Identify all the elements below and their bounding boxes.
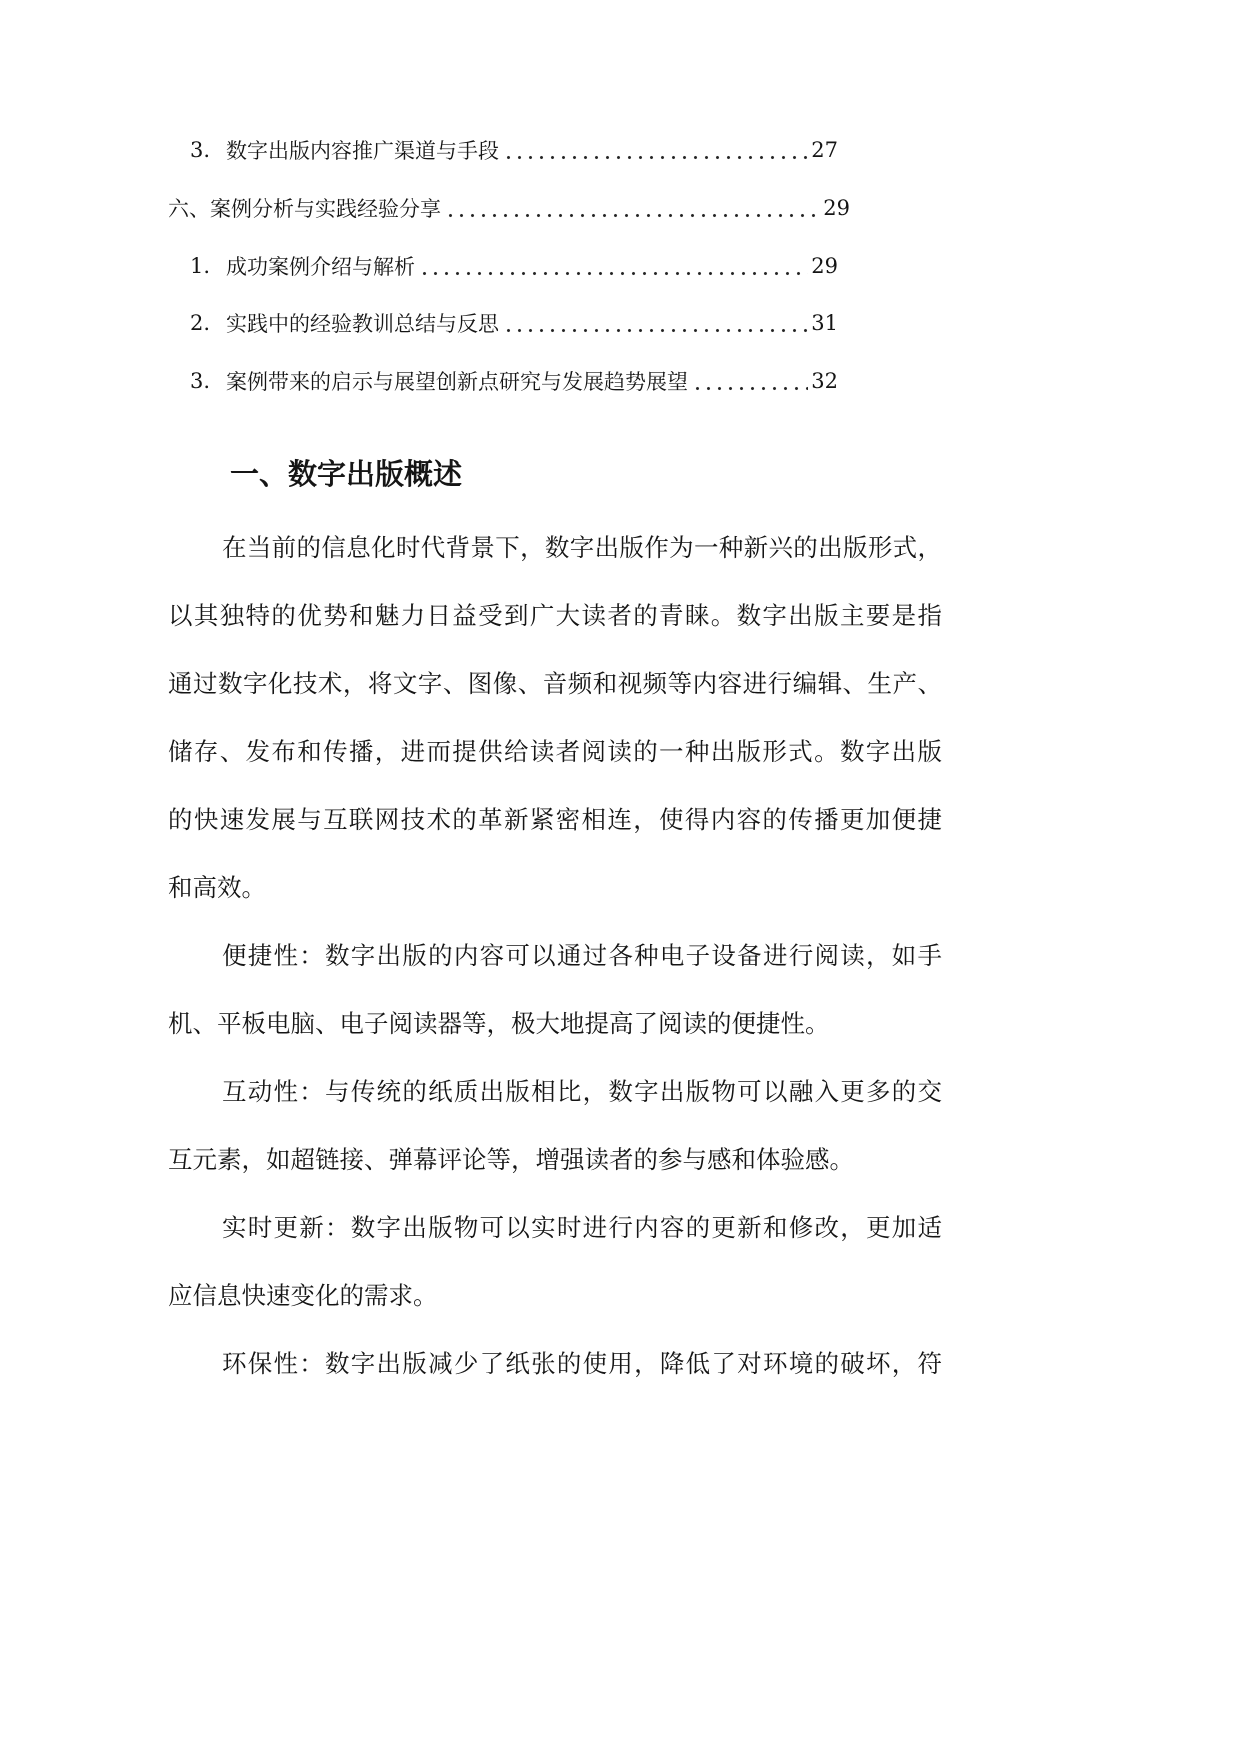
paragraph-environmental: [168, 1330, 942, 1398]
section-heading: 一、数字出版概述: [230, 457, 463, 491]
text-line: 互动性：与传统的纸质出版相比，数字出版物可以融入更多的交: [222, 1077, 942, 1106]
toc-entry: [190, 121, 838, 179]
toc-page-number: 31: [811, 311, 838, 335]
toc-dot-leader: [503, 312, 808, 334]
paragraph-realtime-update: [168, 1194, 942, 1330]
text-line: 互元素，如超链接、弹幕评论等，增强读者的参与感和体验感。: [168, 1145, 854, 1174]
toc-entry-number: 3.: [190, 138, 211, 162]
toc-entry: [190, 352, 838, 410]
text-line: 应信息快速变化的需求。: [168, 1281, 438, 1310]
toc-entry-title: 数字出版内容推广渠道与手段: [226, 139, 499, 163]
paragraph-convenience: [168, 922, 942, 1058]
text-line: 便捷性：数字出版的内容可以通过各种电子设备进行阅读，如手: [222, 941, 942, 970]
paragraph-interactivity: [168, 1058, 942, 1194]
text-line: 通过数字化技术，将文字、图像、音频和视频等内容进行编辑、生产、: [168, 669, 942, 698]
toc-entry-title: 成功案例介绍与解析: [226, 255, 415, 279]
toc-page-number: 29: [823, 196, 850, 220]
toc-page-number: 27: [811, 138, 838, 162]
toc-entry-title: 六、案例分析与实践经验分享: [168, 197, 441, 221]
toc-entry: [190, 237, 838, 295]
toc-entry: [168, 179, 850, 237]
toc-entry-number: 2.: [190, 311, 211, 335]
toc-entry-title: 实践中的经验教训总结与反思: [226, 312, 499, 336]
toc-dot-leader: [503, 139, 808, 161]
text-line: 机、平板电脑、电子阅读器等，极大地提高了阅读的便捷性。: [168, 1009, 830, 1038]
toc-page-number: 29: [811, 254, 838, 278]
toc-dot-leader: [419, 255, 808, 277]
section-body: [168, 514, 942, 1398]
toc-dot-leader: [445, 197, 820, 219]
text-line: 以其独特的优势和魅力日益受到广大读者的青睐。数字出版主要是指: [168, 601, 942, 630]
toc-entry: [190, 294, 838, 352]
toc-entry-number: 1.: [190, 254, 211, 278]
text-line: 环保性：数字出版减少了纸张的使用，降低了对环境的破坏，符: [222, 1349, 942, 1378]
text-line: 在当前的信息化时代背景下，数字出版作为一种新兴的出版形式，: [222, 533, 942, 562]
text-line: 的快速发展与互联网技术的革新紧密相连，使得内容的传播更加便捷: [168, 805, 942, 834]
text-line: 储存、发布和传播，进而提供给读者阅读的一种出版形式。数字出版: [168, 737, 942, 766]
toc-entry-number: 3.: [190, 369, 211, 393]
text-line: 实时更新：数字出版物可以实时进行内容的更新和修改，更加适: [222, 1213, 942, 1242]
toc-entry-title: 案例带来的启示与展望创新点研究与发展趋势展望: [226, 370, 688, 394]
toc-page-number: 32: [811, 369, 838, 393]
paragraph-overview: [168, 514, 942, 922]
toc-dot-leader: [692, 370, 808, 392]
text-line: 和高效。: [168, 873, 266, 902]
